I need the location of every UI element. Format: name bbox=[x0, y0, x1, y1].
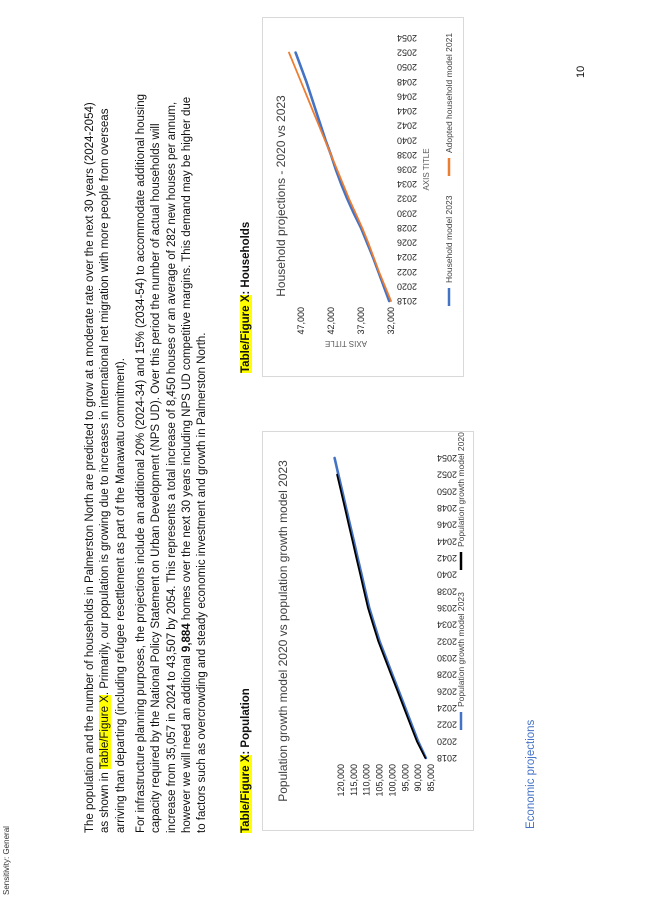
series-line-2 bbox=[289, 53, 391, 301]
y-tick-label: 105,000 bbox=[374, 764, 385, 797]
legend-label: Population growth model 2023 bbox=[456, 592, 466, 707]
series-line-2 bbox=[337, 475, 425, 758]
x-tick-label: 2052 bbox=[437, 469, 458, 480]
x-tick-label: 2022 bbox=[437, 719, 458, 730]
households-chart-svg bbox=[263, 18, 463, 376]
x-tick-label: 2048 bbox=[437, 503, 458, 513]
x-tick-label: 2046 bbox=[397, 91, 418, 102]
x-tick-label: 2054 bbox=[397, 33, 418, 43]
x-tick-label: 2026 bbox=[397, 237, 418, 248]
economic-projections-link[interactable]: Economic projections bbox=[525, 719, 537, 829]
chart-title: Household projections - 2020 vs 2023 bbox=[274, 95, 288, 297]
y-tick-label: 32,000 bbox=[386, 307, 396, 335]
p2-text-a: For infrastructure planning purposes, the projections include an additional 20% (2024-34) and 15% (2034-54) to accommodate additional housing capacity required by the National Policy Statement on Urban Development (NPS UD). Over this period the number of actual households will increase from 35,057 in 2024 to 43,507 by 2054. This represents a total increase of 8,450 houses or an average of 282 new houses per annum, however we will need an additional bbox=[135, 93, 193, 833]
x-tick-label: 2050 bbox=[437, 486, 458, 497]
x-tick-label: 2026 bbox=[437, 686, 458, 697]
x-tick-label: 2024 bbox=[397, 252, 418, 263]
y-tick-label: 85,000 bbox=[426, 764, 436, 792]
p2-bold: 9,884 bbox=[180, 623, 193, 653]
x-tick-label: 2020 bbox=[437, 736, 458, 747]
population-chart-svg bbox=[263, 432, 473, 830]
x-tick-label: 2038 bbox=[397, 149, 418, 160]
y-tick-label: 110,000 bbox=[361, 764, 372, 796]
p2-text-b: homes over the next 30 years including NPS UD competitive margins. This demand may be higher due to factors such as overcrowding and steady economic investment and growth in Palmerston North. bbox=[180, 96, 209, 833]
p1-text-a: The population and the number of households in Palmerston North are predicted to grow at a moderate rate over the next 30 years (2024-2054) as shown in bbox=[84, 102, 112, 833]
x-axis-title: AXIS TITLE bbox=[422, 148, 431, 191]
y-tick-label: 95,000 bbox=[400, 764, 411, 792]
x-tick-label: 2036 bbox=[437, 603, 458, 613]
legend-label: Population growth model 2020 bbox=[456, 432, 466, 547]
x-tick-label: 2048 bbox=[397, 76, 418, 87]
sensitivity-label: Sensitivity: General bbox=[2, 826, 11, 895]
x-tick-label: 2030 bbox=[437, 653, 458, 663]
y-tick-label: 120,000 bbox=[336, 764, 346, 797]
p1-text-b: . Primarily, our population is growing due to increases in international net migration with more people from overseas arriving than departing (including refugee resettlement as part of the Manawatu commitment). bbox=[99, 108, 127, 833]
households-chart bbox=[262, 17, 464, 377]
page-number: 10 bbox=[575, 65, 587, 78]
population-chart bbox=[262, 431, 474, 831]
population-caption-rest: : Population bbox=[240, 688, 252, 755]
legend-label: Household model 2023 bbox=[444, 195, 454, 283]
legend-label: Adopted household model 2021 bbox=[444, 32, 454, 153]
y-axis-title: AXIS TITLE bbox=[324, 339, 368, 348]
x-tick-label: 2050 bbox=[397, 62, 418, 73]
households-caption-ref: Table/Figure X bbox=[240, 294, 252, 373]
x-tick-label: 2032 bbox=[397, 193, 418, 204]
x-tick-label: 2020 bbox=[397, 281, 418, 292]
y-tick-label: 90,000 bbox=[413, 764, 424, 792]
x-tick-label: 2032 bbox=[437, 636, 458, 647]
x-tick-label: 2034 bbox=[397, 179, 418, 190]
x-tick-label: 2054 bbox=[437, 453, 458, 463]
x-tick-label: 2040 bbox=[397, 135, 418, 146]
x-tick-label: 2024 bbox=[437, 703, 458, 713]
series-line-1 bbox=[335, 458, 426, 758]
x-tick-label: 2040 bbox=[437, 569, 458, 580]
x-tick-label: 2028 bbox=[437, 669, 458, 680]
figure-reference[interactable]: Table/Figure X bbox=[99, 695, 112, 770]
paragraph-1 bbox=[83, 88, 129, 833]
x-tick-label: 2028 bbox=[397, 222, 418, 233]
households-caption-rest: : Households bbox=[240, 221, 252, 295]
x-tick-label: 2030 bbox=[397, 208, 418, 219]
population-caption-ref: Table/Figure X bbox=[240, 754, 252, 833]
population-caption bbox=[240, 688, 252, 833]
y-tick-label: 115,000 bbox=[348, 764, 359, 796]
x-tick-label: 2018 bbox=[437, 753, 458, 763]
y-tick-label: 47,000 bbox=[296, 307, 306, 335]
x-tick-label: 2042 bbox=[437, 553, 458, 563]
y-tick-label: 100,000 bbox=[387, 764, 398, 797]
x-tick-label: 2036 bbox=[397, 164, 418, 175]
x-tick-label: 2022 bbox=[397, 266, 418, 277]
x-tick-label: 2034 bbox=[437, 619, 458, 630]
paragraph-2 bbox=[134, 88, 210, 833]
y-tick-label: 42,000 bbox=[326, 307, 336, 335]
x-tick-label: 2044 bbox=[397, 106, 418, 117]
households-caption bbox=[240, 222, 252, 373]
x-tick-label: 2038 bbox=[437, 586, 458, 597]
x-tick-label: 2052 bbox=[397, 47, 418, 58]
x-tick-label: 2042 bbox=[397, 120, 418, 131]
y-tick-label: 37,000 bbox=[356, 307, 366, 335]
chart-title: Population growth model 2020 vs population growth model 2023 bbox=[276, 460, 290, 802]
x-tick-label: 2044 bbox=[437, 536, 458, 547]
x-tick-label: 2018 bbox=[397, 296, 418, 306]
x-tick-label: 2046 bbox=[437, 519, 458, 530]
